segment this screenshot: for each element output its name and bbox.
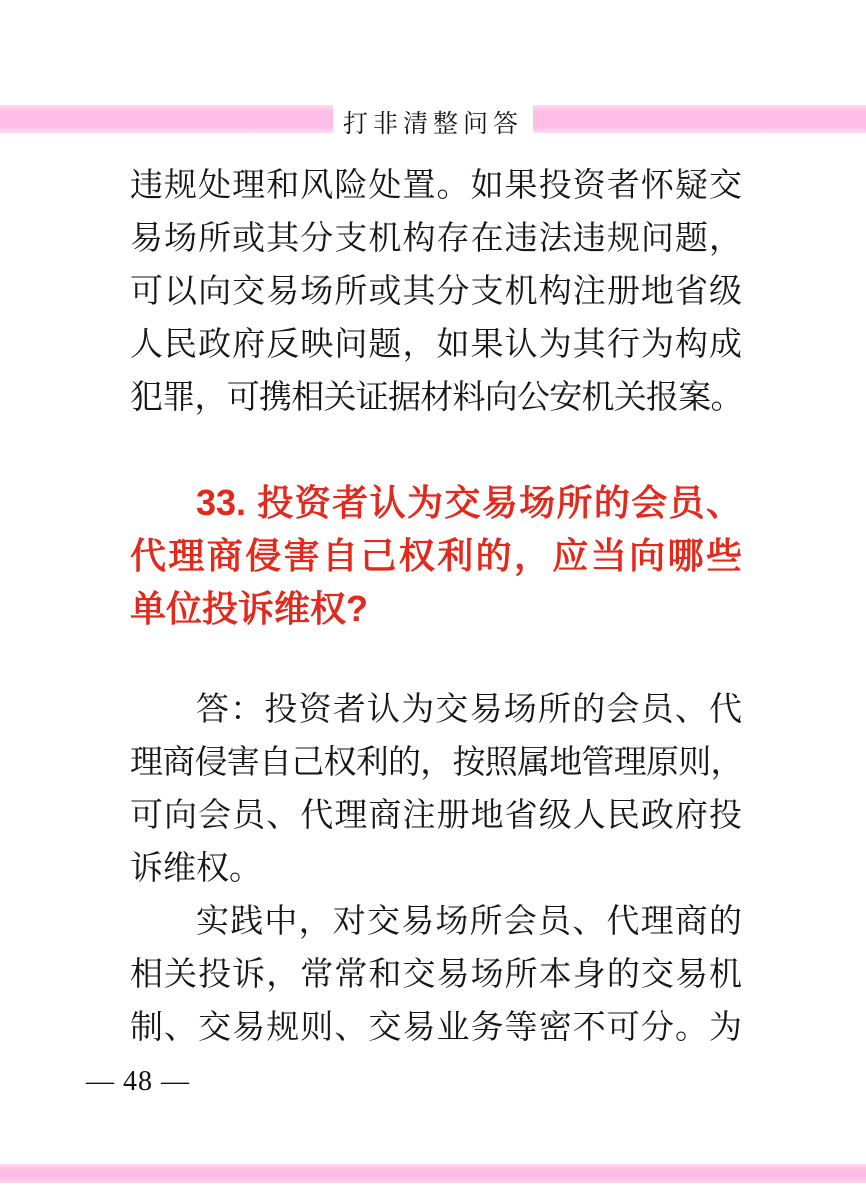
question-heading-33 [130, 476, 742, 635]
answer-paragraph [130, 684, 742, 896]
text-line: 可以向交易场所或其分支机构注册地省级 [130, 274, 742, 310]
heading-line: 33. 投资者认为交易场所的会员、 [196, 482, 742, 523]
text-line: 犯罪，可携相关证据材料向公安机关报案。 [130, 380, 742, 416]
practice-paragraph [130, 896, 742, 1055]
heading-line: 单位投诉维权? [130, 588, 368, 629]
text-line: 答：投资者认为交易场所的会员、代 [196, 692, 742, 728]
text-line: 违规处理和风险处置。如果投资者怀疑交 [130, 168, 742, 204]
text-line: 人民政府反映问题，如果认为其行为构成 [130, 327, 742, 363]
header-band [0, 105, 866, 138]
header-band-left [0, 105, 333, 133]
page-number: — 48 — [86, 1066, 190, 1097]
running-title: 打非清整问答 [342, 111, 523, 138]
text-line: 相关投诉，常常和交易场所本身的交易机 [130, 957, 742, 993]
paragraph-continued [130, 160, 742, 425]
text-line: 可向会员、代理商注册地省级人民政府投 [130, 798, 742, 834]
footer-band [0, 1164, 866, 1183]
header-title-gap [333, 105, 533, 138]
text-line: 制、交易规则、交易业务等密不可分。为 [130, 1010, 742, 1046]
text-line: 诉维权。 [130, 851, 262, 887]
text-line: 易场所或其分支机构存在违法违规问题， [130, 221, 742, 257]
text-line: 理商侵害自己权利的，按照属地管理原则， [130, 745, 742, 781]
text-line: 实践中，对交易场所会员、代理商的 [196, 904, 742, 940]
heading-line: 代理商侵害自己权利的，应当向哪些 [130, 535, 742, 576]
header-band-right [533, 105, 866, 133]
